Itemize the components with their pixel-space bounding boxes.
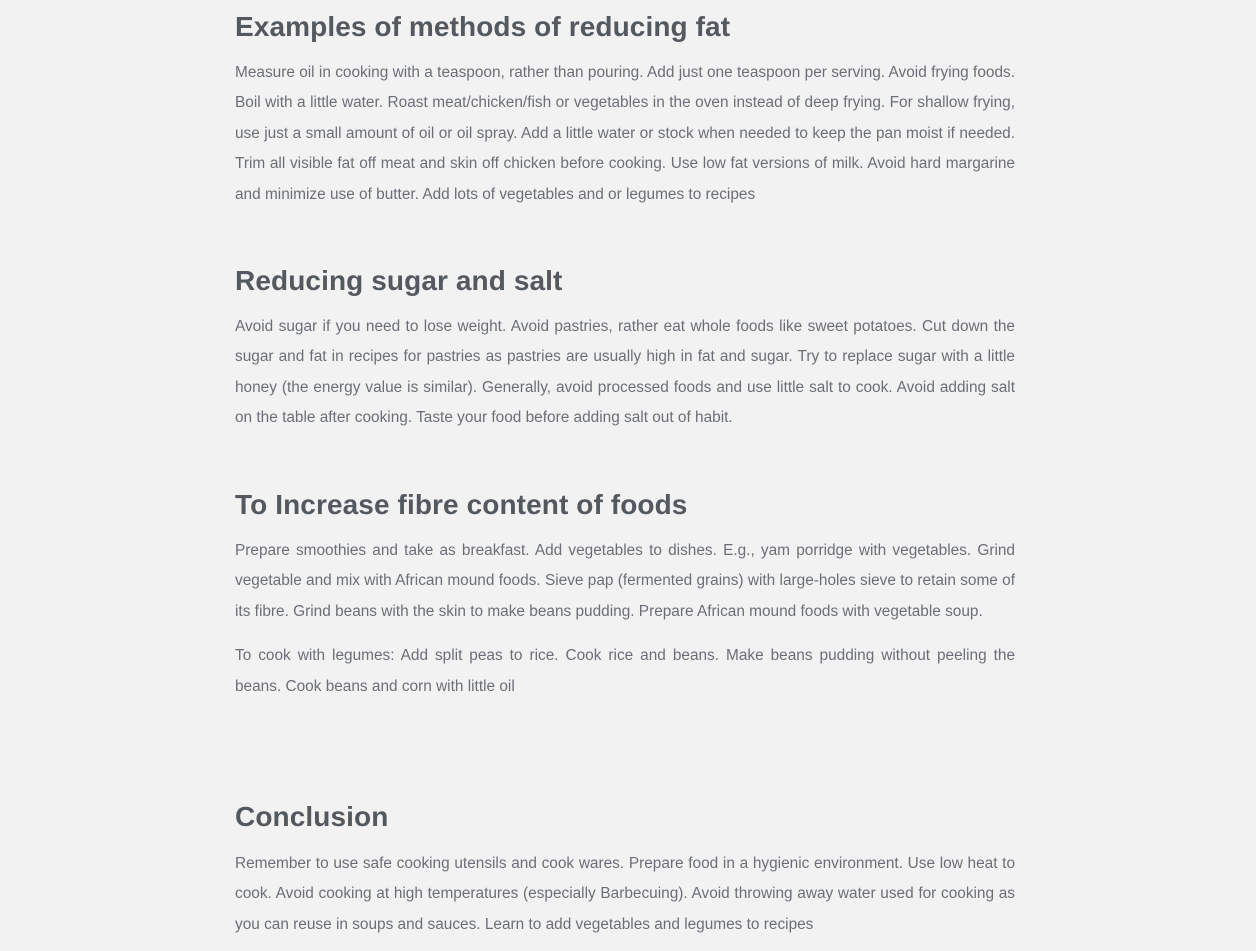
section-heading: Reducing sugar and salt <box>235 265 563 296</box>
section-paragraph: Avoid sugar if you need to lose weight. Avoid pastries, rather eat whole foods like sweet potatoes. Cut down the sugar and fat in recipes for pastries as pastries are usually high in fat and sugar. Try to replace sugar with a little honey (the energy value is similar). Generally, avoid processed foods and use little salt to cook. Avoid adding salt on the table after cooking. Taste your food before adding salt out of habit. <box>235 318 1015 427</box>
section-heading: Examples of methods of reducing fat <box>235 11 731 42</box>
section-reducing-fat <box>235 10 1015 210</box>
section-paragraph: Remember to use safe cooking utensils and cook wares. Prepare food in a hygienic environment. Use low heat to cook. Avoid cooking at high temperatures (especially Barbecuing). Avoid throwing away water used for cooking as you can reuse in soups and sauces. Learn to add vegetables and legumes to recipes <box>235 855 1015 933</box>
section-conclusion <box>235 800 1015 940</box>
section-paragraph: To cook with legumes: Add split peas to rice. Cook rice and beans. Make beans pudding without peeling the beans. Cook beans and corn with little oil <box>235 647 1015 695</box>
section-reducing-sugar-salt <box>235 264 1015 434</box>
section-heading: Conclusion <box>235 801 389 832</box>
section-heading: To Increase fibre content of foods <box>235 489 688 520</box>
section-increase-fibre <box>235 488 1015 702</box>
section-paragraph: Measure oil in cooking with a teaspoon, rather than pouring. Add just one teaspoon per serving. Avoid frying foods. Boil with a little water. Roast meat/chicken/fish or vegetables in the oven instead of deep frying. For shallow frying, use just a small amount of oil or oil spray. Add a little water or stock when needed to keep the pan moist if needed. Trim all visible fat off meat and skin off chicken before cooking. Use low fat versions of milk. Avoid hard margarine and minimize use of butter. Add lots of vegetables and or legumes to recipes <box>235 64 1015 203</box>
section-paragraph: Prepare smoothies and take as breakfast. Add vegetables to dishes. E.g., yam porridge with vegetables. Grind vegetable and mix with African mound foods. Sieve pap (fermented grains) with large-holes sieve to retain some of its fibre. Grind beans with the skin to make beans pudding. Prepare African mound foods with vegetable soup. <box>235 542 1015 620</box>
